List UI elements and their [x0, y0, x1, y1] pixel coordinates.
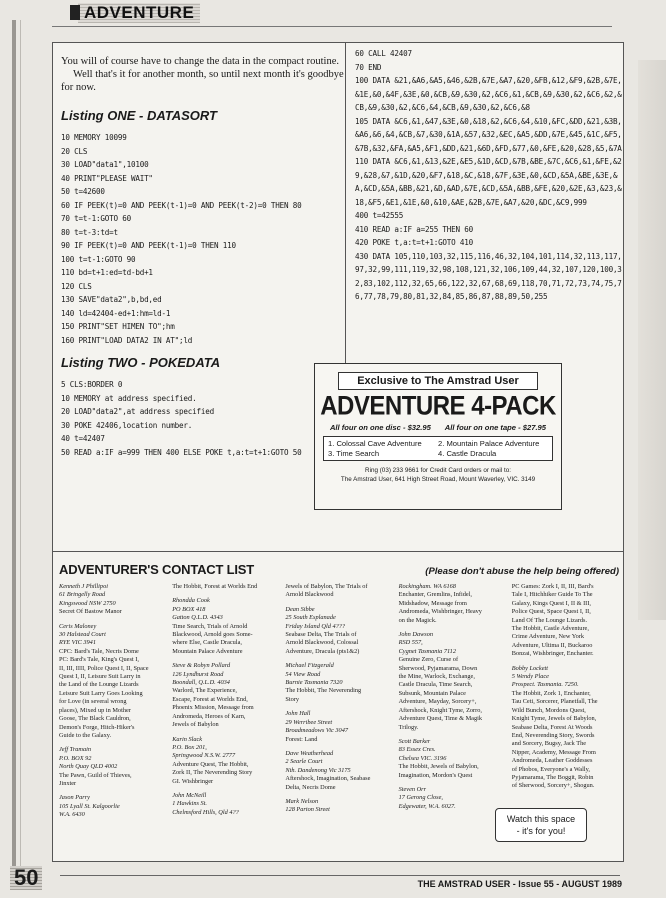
ad-order-phone: Ring (03) 233 9661 for Credit Card orders or mail to: — [365, 467, 511, 474]
contact-entry — [285, 662, 390, 704]
ad-game-item: 3. Time Search — [328, 449, 380, 458]
contact-games: Seabase Delta, The Trials of Arnold Blackwood, Colossal Adventure, Dracula (pts1&2) — [285, 631, 360, 655]
contact-entry — [285, 606, 390, 656]
code-line: 30 POKE 42406,location number. — [61, 420, 193, 430]
contact-games: The Hobbit, The Neverending Story — [285, 687, 362, 703]
contact-column — [399, 583, 504, 826]
listing-two-code — [61, 378, 347, 459]
code-line: 420 POKE t,a:t=t+1:GOTO 410 — [355, 238, 474, 247]
contact-entry — [172, 583, 277, 591]
left-column — [61, 55, 347, 459]
contact-column — [512, 583, 617, 826]
code-line: 20 CLS — [61, 146, 88, 156]
contact-addr: 17 Gerong Close, Edgewater, W.A. 6027. — [398, 794, 456, 810]
listing-continued-code — [355, 43, 625, 304]
contact-name: Ceris Maloney — [59, 622, 97, 630]
contact-column — [172, 583, 277, 826]
code-line: 10 MEMORY at address specified. — [61, 393, 197, 403]
intro-paragraph-1: You will of course have to change the data in the compact routine. — [61, 56, 339, 67]
code-line: 60 CALL 42407 — [355, 49, 412, 58]
code-line: 70 t=t-1:GOTO 60 — [61, 214, 131, 223]
contact-name: Kenneth J Phillipoi — [59, 583, 108, 590]
contact-games: CPC: Bard's Tale, Necris Dome PC: Bard's Tale, King's Quest I, II, III, IIII, Police Quest I, II, Space Quest I, II, Leisure Suit Larry in the Land of the Lounge Lizards Leisure Suit Larry Goes Looking for Love (in several wrong places), Mixed up in Mother Goose, The Black Cauldron, Demon's Forge, Hitch-Hiker's Guide to the Galaxy. — [59, 647, 149, 739]
code-line: 410 READ a:IF a=255 THEN 60 — [355, 224, 474, 234]
ad-order-info — [315, 466, 561, 484]
code-line: 10 MEMORY 10099 — [61, 133, 127, 142]
contact-games: The Hobbit, Jewels of Babylon, Imagination, Mordon's Quest — [398, 763, 479, 779]
contact-addr: P.O. Box 201, Springwood N.S.W. 2777 — [172, 743, 236, 760]
right-column — [355, 43, 625, 304]
header — [0, 0, 666, 26]
contact-games: Aftershock, Imagination, Seabase Delta, Necris Dome — [285, 775, 371, 791]
contact-name: John Dawson — [398, 631, 434, 639]
contact-entry — [172, 792, 277, 817]
ad-title: ADVENTURE 4-PACK — [320, 391, 556, 422]
code-line: 130 SAVE"data2",b,bd,ed — [61, 295, 162, 304]
page-edge — [638, 60, 666, 620]
contact-name: Dave Weatherhead — [285, 749, 334, 757]
code-line: 90 IF PEEK(t)=0 AND PEEK(t-1)=0 THEN 110 — [61, 241, 236, 250]
contact-entry — [285, 710, 390, 744]
contact-games: The Pawn, Guild of Thieves, Jinxter — [59, 771, 132, 787]
listing-one-title: Listing ONE - DATASORT — [61, 108, 217, 123]
contact-name: Mark Nelson — [285, 797, 319, 805]
contact-addr: PO BOX 418 Gatton Q.L.D. 4343 — [172, 605, 223, 622]
contact-entry — [399, 786, 504, 811]
contact-addr: 128 Parton Street — [285, 806, 330, 814]
contact-games: Adventure Quest, The Hobbit, Zork II, The Neverending Story GI. Wishbringer — [172, 760, 253, 785]
adventure-pack-ad — [314, 363, 562, 510]
contact-name: Karin Slack — [172, 735, 203, 743]
listing-one-code — [61, 131, 347, 347]
code-line: 20 LOAD"data2",at address specified — [61, 407, 215, 416]
left-margin-bar — [12, 20, 16, 868]
contact-entry — [399, 631, 504, 732]
header-box-icon — [70, 5, 80, 20]
contact-addr: 29 Werribee Street Broadmeadows Vic 3047 — [285, 718, 349, 735]
contact-column — [285, 583, 390, 826]
contact-addr: Rockingham. WA 6168 — [398, 583, 456, 590]
listing-two-title: Listing TWO - POKEDATA — [61, 355, 221, 370]
contact-name: Steve & Robyn Pollard — [172, 662, 231, 670]
code-line: 430 DATA 105,110,103,32,115,116,46,32,104,101,114,32,113,117,97,32,99,111,119,32,98,108,121,32,106,109,44,32,107,120,100,32,83,102,112,32,65,66,122,32,67,68,69,118,70,71,72,73,74,75,76,77,78,79,80,81,32,84,85,86,87,88,89,50,255 — [355, 251, 622, 301]
contact-entry — [512, 665, 617, 791]
code-line: 30 LOAD"data1",10100 — [61, 160, 149, 169]
code-line: 70 END — [355, 62, 382, 72]
contact-name: Steven Orr — [398, 785, 427, 793]
code-line: 80 t=t-3:td=t — [61, 227, 118, 237]
contact-addr: 83 Essex Cres. Chelsea VIC. 3196 — [398, 746, 447, 762]
code-line: 110 DATA &C6,&1,&13,&2E,&E5,&1D,&CD,&7B,&BE,&7C,&C6,&1,&FE,&29,&28,&7,&1D,&20,&F7,&18,&C,&18,&7F,&3E,&0,&CD,&5A,&BE,&3E,&A,&CD,&5A,&BB,&21,&D,&AD,&7E,&CD,&5A,&BB,&FE,&20,&2E,&3,&23,&18,&F5,&E1,&1E,&0,&10,&AE,&2B,&7E,&A7,&20,&DC,&C9,999 — [355, 157, 622, 207]
left-margin-line — [20, 20, 21, 868]
watch-this-space-text: Watch this space - it's for you! — [506, 814, 576, 836]
contact-entry — [59, 583, 164, 617]
code-line: 160 PRINT"LOAD DATA2 IN AT";ld — [61, 335, 193, 345]
ad-order-address: The Amstrad User, 641 High Street Road, Mount Waverley, VIC. 3149 — [340, 476, 536, 483]
footer-publication: THE AMSTRAD USER - Issue 55 - AUGUST 1989 — [417, 879, 622, 889]
contact-name: John McNeill — [172, 791, 207, 799]
code-line: 40 t=42407 — [61, 434, 105, 443]
watch-this-space-box — [495, 808, 587, 842]
section-title: ADVENTURE — [78, 3, 200, 23]
ad-price-tape: All four on one tape - $27.95 — [444, 423, 547, 432]
code-line: 40 PRINT"PLEASE WAIT" — [61, 173, 153, 183]
contact-entry — [172, 597, 277, 656]
contact-entry — [172, 736, 277, 786]
ad-price-disc: All four on one disc - $32.95 — [329, 423, 431, 432]
page-number: 50 — [10, 866, 42, 890]
contact-entry — [512, 583, 617, 659]
contact-games: PC Games: Zork I, II, III, Bard's Tale I, Hitchhiker Guide To The Galaxy, Kings Quest I, II & III, Police Quest, Space Quest I, II, Land Of The Lounge Lizards. The Hobbit, Castle Adventure, Crime Adventure, New York Adventure, Ultima II, Buckaroo Bonzai, Wishbringer, Enchanter. — [511, 583, 594, 658]
code-line: 50 t=42600 — [61, 187, 105, 196]
contact-addr: 1 Hawkins St. Chelmsford Hills, Qld 4?? — [172, 800, 239, 816]
contact-name: Bobby Lockett — [511, 664, 548, 672]
contact-addr: 126 Lyndhurst Road Boondall, Q.L.D. 4034 — [172, 670, 230, 687]
contact-addr: 2 Searle Court Nth. Dandenong Vic 3175 — [285, 758, 351, 774]
contact-games: Jewels of Babylon, The Trials of Arnold Blackwood — [285, 583, 368, 599]
contact-entry — [285, 798, 390, 815]
contact-list-title: ADVENTURER'S CONTACT LIST — [59, 562, 255, 577]
contact-entry — [59, 623, 164, 741]
contact-columns — [53, 577, 623, 826]
code-line: 50 READ a:IF a=999 THEN 400 ELSE POKE t,a:t=t+1:GOTO 50 — [61, 447, 302, 457]
contact-games: Forest: Land — [285, 735, 318, 743]
contact-list-section — [52, 552, 624, 862]
contact-name: Rhondda Cook — [172, 597, 210, 605]
contact-addr: 105 Lyall St. Kalgoorlie W.A. 6430 — [59, 802, 120, 819]
contact-games: Genuine Zero, Curse of Sherwood, Pyjamarama, Down the Mine, Warlock, Exchange, Castle Dracula, Time Search, Subsunk, Mountain Palace Adventure, Mayday, Sorcery+, Aftershock, Knight Tyme, Zorro, Adventure Quest, Time & Magik Trilogy. — [398, 656, 483, 731]
code-line: 110 bd=t+1:ed=td-bd+1 — [61, 268, 153, 277]
contact-games: The Hobbit, Forest at Worlds End — [172, 583, 258, 590]
contact-entry — [59, 794, 164, 819]
contact-name: Jason Parry — [59, 794, 90, 802]
code-line: 100 t=t-1:GOTO 90 — [61, 254, 136, 264]
contact-name: Michael Fitzgerald — [285, 662, 334, 670]
ad-game-item: 1. Colossal Cave Adventure — [328, 439, 422, 448]
contact-addr: 5 Wendy Place Prospect. Tasmania. 7250. — [511, 673, 579, 689]
contact-entry — [59, 746, 164, 788]
contact-addr: 54 View Road Burnie Tasmania 7320 — [285, 670, 343, 687]
contact-list-header — [53, 552, 623, 577]
contact-games: Warlord, The Experience, Escape, Forest at Worlds End, Phoenix Mission, Message from Andromeda, Heroes of Karn, Jewels of Babylon — [172, 687, 254, 729]
contact-games: Time Search, Trials of Arnold Blackwood, Arnold goes Some- where Else, Castle Dracula, Mountain Palace Adventure — [172, 622, 253, 655]
code-line: 150 PRINT"SET HIMEN TO";hm — [61, 322, 175, 331]
code-line: 120 CLS — [61, 281, 92, 291]
contact-name: Jeff Tramain — [59, 746, 92, 754]
contact-entry — [399, 738, 504, 780]
contact-entry — [285, 583, 390, 600]
intro-text — [61, 55, 347, 94]
contact-games: The Hobbit, Zork 1, Enchanter, Tau Ceti, Sorcerer, Planetfall, The Wild Bunch, Mordons Quest, Knight Tyme, Jewels of Babylon, Seabase Delta, Forest At Woods End, Neverending Story, Swords and Sorcery, Bugsy, Jack The Nipper, Academy, Message From Andromeda, Leather Goddesses of Phobos, Everyone's a Wally, Pyjamarama, The Boggit, Robin of Sherwood, Sorcery+, Shogun. — [511, 689, 598, 790]
contact-addr: 61 Bringelly Road Kingswood NSW 2750 — [59, 591, 116, 607]
contact-entry — [172, 662, 277, 729]
code-line: 105 DATA &C6,&1,&47,&3E,&0,&18,&2,&C6,&4,&10,&FC,&DD,&21,&3B,&A6,&6,&4,&CB,&7,&30,&1A,&57,&32,&EC,&A5,&DD,&7E,&45,&1C,&F5,&7B,&32,&FA,&A5,&F1,&DD,&21,&6D,&FD,&77,&0,&FE,&20,&28,&5,&7A — [355, 116, 622, 153]
code-line: 400 t=42555 — [355, 211, 404, 220]
contact-name: Dean Sibbe — [285, 605, 315, 613]
contact-name: John Hall — [285, 710, 311, 718]
code-line: 140 ld=42404-ed+1:hm=ld-1 — [61, 308, 171, 318]
footer-rule — [60, 875, 620, 876]
contact-entry — [399, 583, 504, 625]
contact-column — [59, 583, 164, 826]
contact-games: Secret Of Bastow Manor — [59, 608, 122, 616]
code-line: 60 IF PEEK(t)=0 AND PEEK(t-1)=0 AND PEEK(t-2)=0 THEN 80 — [61, 200, 302, 210]
contact-addr: 25 South Esplanade Friday Island Qld 4??? — [285, 614, 346, 630]
ad-game-item: 4. Castle Dracula — [438, 449, 497, 458]
ad-game-item: 2. Mountain Palace Adventure — [438, 439, 540, 448]
ad-prices — [315, 423, 561, 432]
contact-addr: RSD 557, Cygnet Tasmania 7112 — [398, 639, 456, 655]
contact-games: Enchanter, Gremlins, Infidel, Midshadow, Message from Andromeda, Wishbringer, Heavy on the Magick. — [398, 591, 482, 624]
contact-list-note: (Please don't abuse the help being offered) — [425, 566, 619, 577]
code-line: 5 CLS:BORDER 0 — [61, 380, 123, 389]
header-rule — [52, 26, 612, 27]
contact-addr: 30 Halstead Court RYE VIC 3941 — [59, 631, 106, 647]
contact-name: Scott Barker — [398, 737, 431, 745]
code-line: 100 DATA &21,&A6,&A5,&46,&2B,&7E,&A7,&20,&FB,&12,&F9,&2B,&7E,&1E,&0,&4F,&3E,&0,&CB,&9,&30,&2,&C6,&1,&CB,&9,&30,&2,&C6,&2,&CB,&9,&30,&2,&C6,&4,&CB,&9,&30,&2,&C6,&8 — [355, 76, 622, 112]
contact-addr: P.O. BOX 92 North Quay QLD 4002 — [59, 754, 118, 771]
contact-entry — [285, 750, 390, 792]
ad-games-list — [323, 436, 553, 461]
intro-paragraph-2: Well that's it for another month, so until next month it's goodbye for now. — [61, 69, 344, 93]
column-divider — [345, 43, 346, 390]
ad-exclusive-banner: Exclusive to The Amstrad User — [338, 372, 538, 390]
